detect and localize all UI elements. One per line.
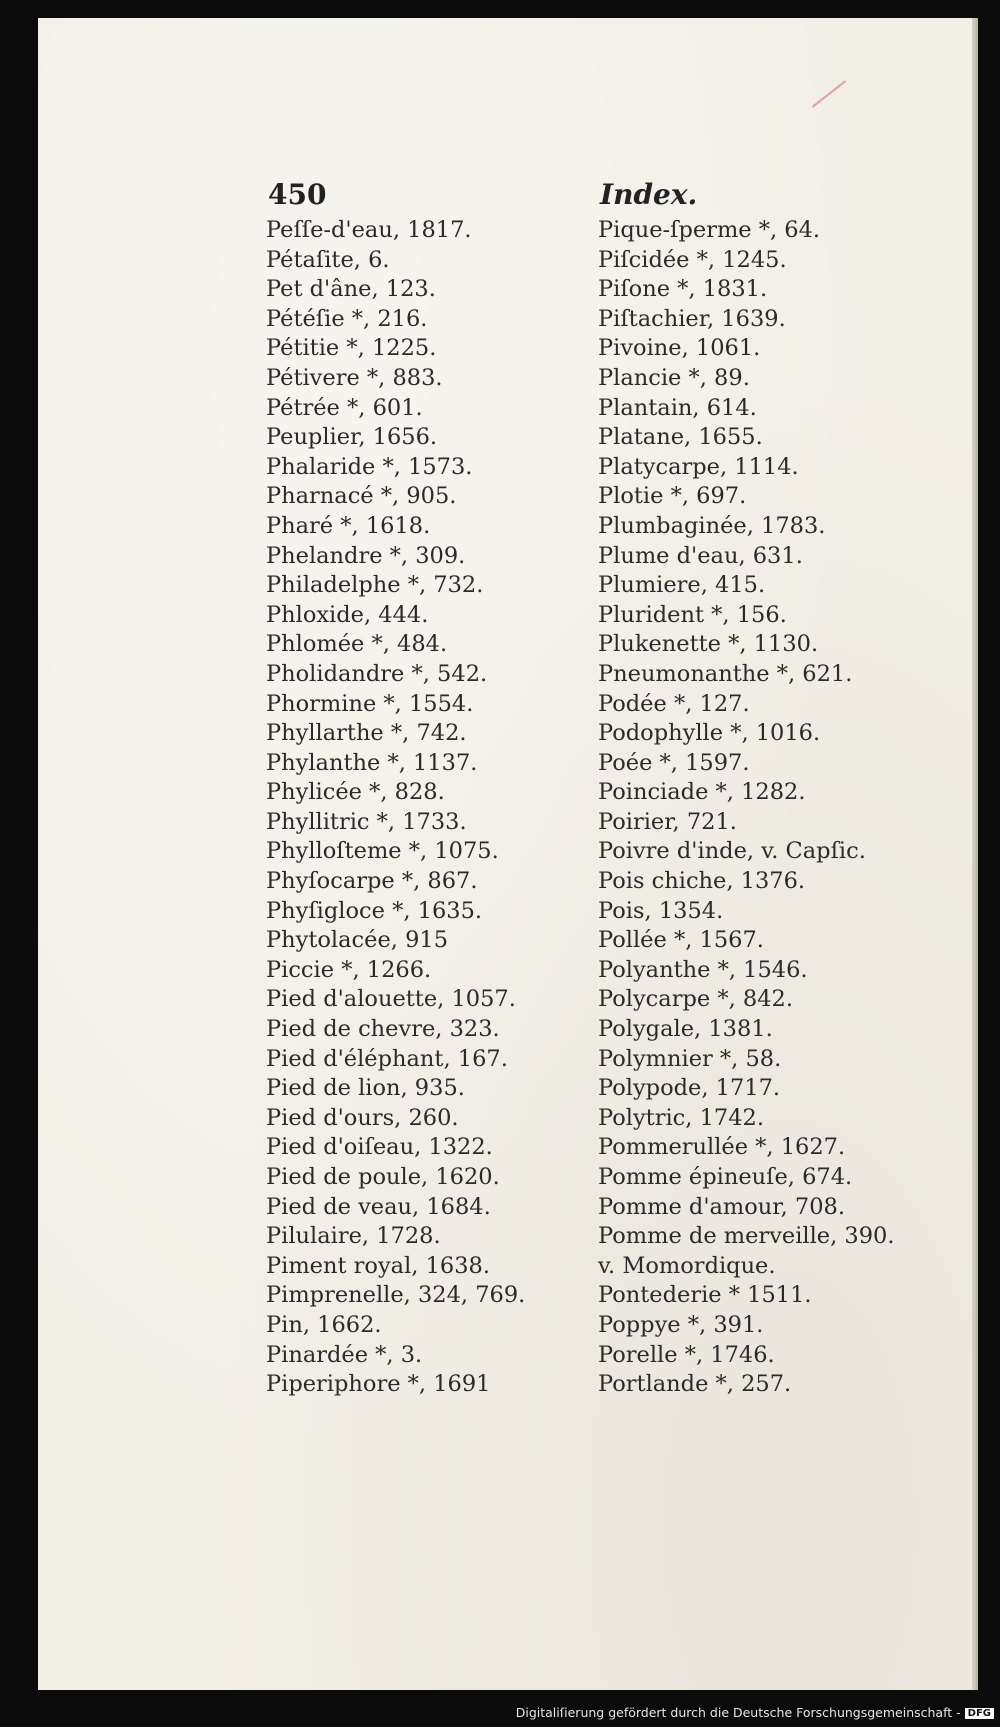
pencil-mark	[812, 80, 846, 107]
index-entry: Plotie *, 697.	[598, 483, 747, 510]
index-entry: Piperiphore *, 1691	[266, 1371, 491, 1398]
index-entry: Piſcidée *, 1245.	[598, 246, 787, 273]
index-entry: Plume d'eau, 631.	[598, 542, 803, 569]
index-entry: Polypode, 1717.	[598, 1075, 781, 1102]
index-entry: Pique-ſperme *, 64.	[598, 217, 821, 243]
index-entry: Pontederie * 1511.	[598, 1282, 812, 1309]
index-entry: Phyſocarpe *, 867.	[266, 868, 478, 895]
index-entry: Philadelphe *, 732.	[266, 572, 484, 599]
index-entry: Polymnier *, 58.	[598, 1045, 782, 1072]
index-entry: Pied de lion, 935.	[266, 1075, 465, 1102]
index-entry: Phloxide, 444.	[266, 601, 429, 628]
index-entry: Porelle *, 1746.	[598, 1341, 775, 1368]
index-entry: Pomme épineuſe, 674.	[598, 1164, 853, 1190]
index-entry: Phalaride *, 1573.	[266, 453, 473, 480]
index-entry: Platycarpe, 1114.	[598, 453, 799, 480]
index-entry: Pétitie *, 1225.	[266, 335, 437, 362]
dfg-logo: DFG	[965, 1708, 994, 1719]
index-entry: Polycarpe *, 842.	[598, 986, 793, 1013]
index-entry: Pétrée *, 601.	[266, 394, 423, 421]
index-entry: Poée *, 1597.	[598, 749, 750, 776]
index-entry: Pimprenelle, 324, 769.	[266, 1282, 526, 1309]
index-entry: Poirier, 721.	[598, 808, 737, 835]
index-entry: Pharé *, 1618.	[266, 512, 431, 539]
index-entry: Pollée *, 1567.	[598, 927, 764, 954]
index-column-right	[598, 216, 938, 1400]
index-entry: Peſſe-d'eau, 1817.	[266, 217, 472, 243]
index-entry: Platane, 1655.	[598, 424, 763, 451]
index-entry: Plumiere, 415.	[598, 572, 766, 599]
index-entry: Pied d'éléphant, 167.	[266, 1045, 508, 1072]
index-entry: Phyſigloce *, 1635.	[266, 897, 483, 924]
index-entry: Polygale, 1381.	[598, 1016, 773, 1043]
index-entry: Plantain, 614.	[598, 394, 757, 421]
index-entry: v. Momordique.	[598, 1252, 776, 1279]
index-entry: Pomme de merveille, 390.	[598, 1223, 895, 1250]
index-entry: Pied d'ours, 260.	[266, 1104, 459, 1131]
index-entry: Plukenette *, 1130.	[598, 631, 819, 658]
index-entry: Polyanthe *, 1546.	[598, 956, 808, 983]
index-entry: Poinciade *, 1282.	[598, 779, 806, 806]
index-entry: Pied d'oiſeau, 1322.	[266, 1134, 493, 1161]
index-entry: Pétéſie *, 216.	[266, 305, 428, 332]
index-column-left	[266, 216, 566, 1400]
index-entry: Pholidandre *, 542.	[266, 660, 488, 687]
index-entry: Pois, 1354.	[598, 897, 724, 924]
index-entry: Phytolacée, 915	[266, 927, 449, 954]
index-entry: Poivre d'inde, v. Capſic.	[598, 838, 866, 865]
index-entry: Pin, 1662.	[266, 1311, 382, 1338]
index-entry: Pilulaire, 1728.	[266, 1223, 441, 1250]
running-title: Index.	[600, 178, 698, 211]
index-entry: Polytric, 1742.	[598, 1104, 764, 1131]
index-entry: Pneumonanthe *, 621.	[598, 660, 853, 687]
page-header	[268, 178, 948, 218]
index-entry: Piccie *, 1266.	[266, 956, 432, 983]
index-entry: Podophylle *, 1016.	[598, 720, 821, 747]
page-number: 450	[268, 178, 327, 211]
index-entry: Pied de veau, 1684.	[266, 1193, 491, 1220]
index-entry: Pois chiche, 1376.	[598, 868, 806, 895]
index-entry: Poppye *, 391.	[598, 1311, 764, 1338]
index-entry: Plurident *, 156.	[598, 601, 787, 628]
index-entry: Phylicée *, 828.	[266, 779, 445, 806]
index-entry: Pomme d'amour, 708.	[598, 1193, 845, 1220]
index-entry: Pétaſite, 6.	[266, 246, 390, 273]
index-entry: Phyllitric *, 1733.	[266, 808, 467, 835]
index-entry: Plancie *, 89.	[598, 364, 750, 391]
index-entry: Piſtachier, 1639.	[598, 305, 786, 332]
index-entry: Piſone *, 1831.	[598, 276, 768, 303]
page-edge	[972, 18, 978, 1690]
index-entry: Plumbaginée, 1783.	[598, 512, 826, 539]
index-entry: Pivoine, 1061.	[598, 335, 761, 362]
index-entry: Phelandre *, 309.	[266, 542, 466, 569]
index-entry: Phormine *, 1554.	[266, 690, 474, 717]
index-entry: Phyllarthe *, 742.	[266, 720, 467, 747]
index-entry: Pommerullée *, 1627.	[598, 1134, 846, 1161]
index-entry: Pinardée *, 3.	[266, 1341, 423, 1368]
index-entry: Pétivere *, 883.	[266, 364, 443, 391]
index-entry: Phlomée *, 484.	[266, 631, 448, 658]
index-entry: Phylloſteme *, 1075.	[266, 838, 499, 865]
index-entry: Phylanthe *, 1137.	[266, 749, 478, 776]
index-entry: Pied de chevre, 323.	[266, 1016, 500, 1043]
index-entry: Pied d'alouette, 1057.	[266, 986, 516, 1013]
index-entry: Pet d'âne, 123.	[266, 276, 436, 303]
index-entry: Pied de poule, 1620.	[266, 1164, 500, 1190]
index-entry: Peuplier, 1656.	[266, 424, 438, 451]
digitization-credit	[516, 1705, 994, 1720]
index-entry: Piment royal, 1638.	[266, 1252, 491, 1279]
index-entry: Pharnacé *, 905.	[266, 483, 457, 510]
credit-text: Digitaliſierung gefördert durch die Deutsche Forschungsgemeinschaft -	[515, 1705, 961, 1720]
index-entry: Podée *, 127.	[598, 690, 750, 717]
index-entry: Portlande *, 257.	[598, 1371, 792, 1398]
